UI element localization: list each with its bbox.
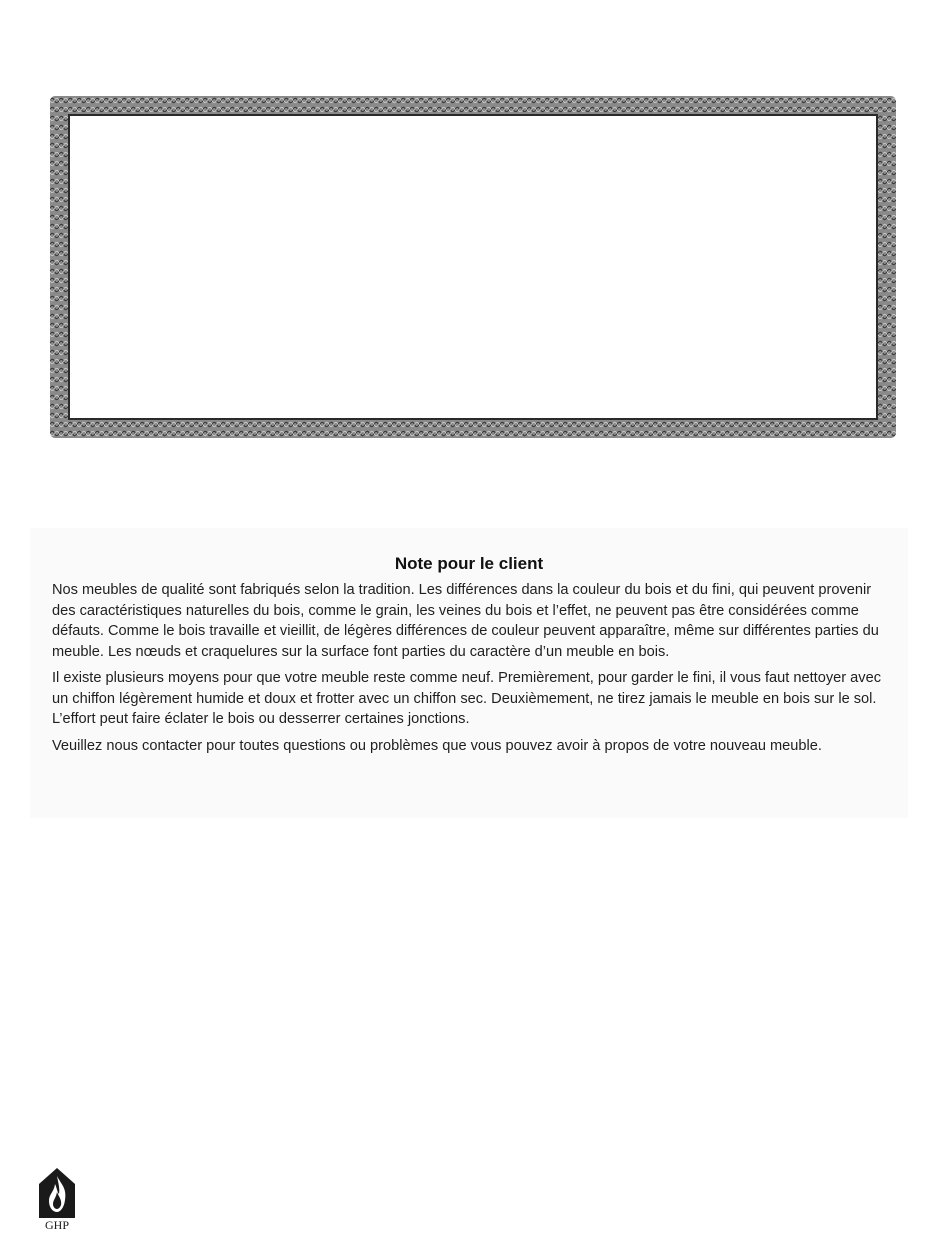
flame-house-icon [39,1168,75,1218]
customer-note-section [30,528,908,818]
ghp-logo [38,1168,76,1232]
logo-text: GHP [44,1218,70,1232]
note-paragraph-1: Nos meubles de qualité sont fabriqués selon la tradition. Les différences dans la couleur du bois et du fini, qui peuvent provenir des caractéristiques naturelles du bois, comme le grain, les veines du bois et l’effet, ne peuvent pas être considérées comme défauts. Comme le bois travaille et vieillit, de légères différences de couleur peuvent apparaître, même sur différentes parties du meuble. Les nœuds et craquelures sur la surface font parties du caractère d’un meuble en bois. [52,582,879,660]
note-paragraph-2: Il existe plusieurs moyens pour que votre meuble reste comme neuf. Premièrement, pour garder le fini, il vous faut nettoyer avec un chiffon légèrement humide et doux et frotter avec un chiffon sec. Deuxièmement, ne tirez jamais le meuble en bois sur le sol. L’effort peut faire éclater le bois ou desserrer certaines jonctions. [52,670,882,727]
note-body [52,580,898,762]
note-paragraph-3: Veuillez nous contacter pour toutes questions ou problèmes que vous pouvez avoir à propos de votre nouveau meuble. [52,737,822,754]
certificate-blank-area [68,114,878,420]
note-title: Note pour le client [394,554,544,573]
